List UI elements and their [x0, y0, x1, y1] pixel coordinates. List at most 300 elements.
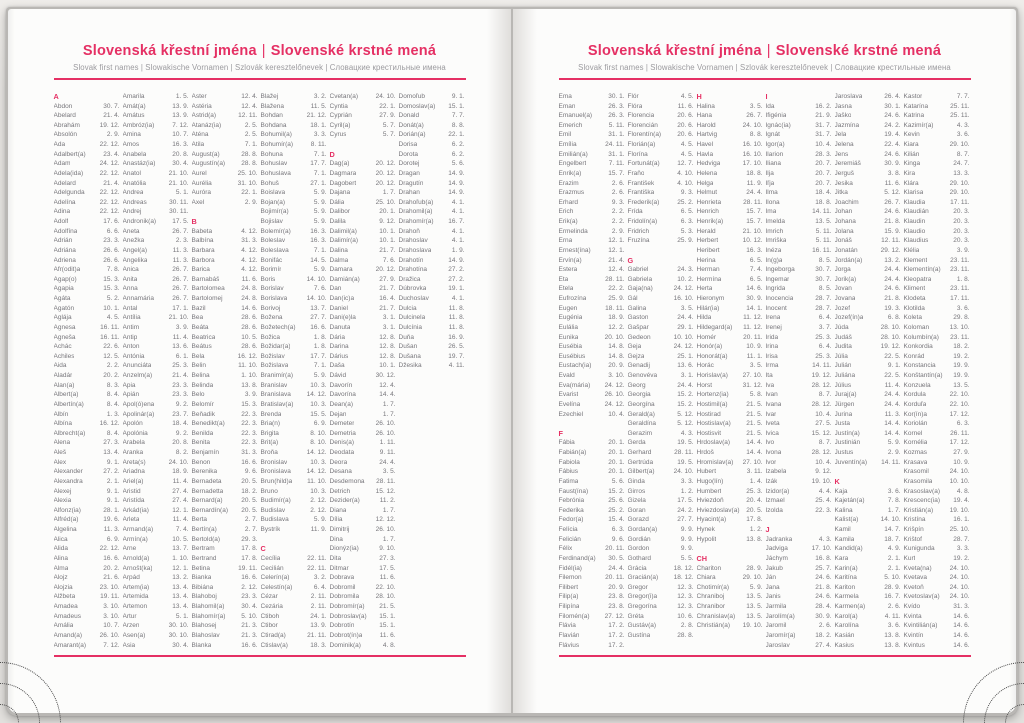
name-entry — [399, 197, 465, 207]
first-name: Imrich — [765, 227, 784, 235]
name-entry — [399, 274, 465, 284]
name-day-date: 3. 7. — [818, 323, 832, 331]
name-day-date: 3. 5. — [382, 468, 396, 476]
name-day-date: 12. 2. — [608, 323, 625, 331]
name-day-date: 21. 10. — [168, 179, 189, 187]
name-entry — [399, 361, 465, 371]
first-name: Aneta — [122, 227, 140, 235]
name-day-date: 2. 12. — [241, 583, 258, 591]
first-name: Kiara — [903, 141, 919, 149]
name-entry — [54, 448, 120, 458]
name-entry — [123, 149, 189, 159]
first-name: Arnold(a) — [122, 554, 150, 562]
first-name: Anton — [122, 343, 140, 351]
first-name: Jaroslava — [834, 92, 863, 100]
name-day-date: 1. 2. — [749, 526, 763, 534]
name-day-date: 31. 12. — [742, 381, 763, 389]
name-day-date: 21. 8. — [884, 218, 901, 226]
first-name: Božislav — [260, 352, 285, 360]
name-day-date: 18. 12. — [673, 574, 694, 582]
section-letter-text: H — [696, 91, 702, 101]
name-entry — [54, 467, 120, 477]
first-name: Kamila — [834, 535, 855, 543]
first-name: Aida — [53, 362, 67, 370]
name-entry — [330, 159, 396, 169]
name-entry — [559, 303, 625, 313]
name-day-date: 30. 12. — [375, 372, 396, 380]
first-name: Grácia — [627, 564, 647, 572]
first-name: Emil — [558, 131, 572, 139]
first-name: Flávia — [558, 622, 576, 630]
name-entry — [628, 592, 694, 602]
first-name: Heribert — [696, 246, 720, 254]
first-name: Demeter — [329, 420, 355, 428]
name-day-date: 2. 9. — [611, 227, 625, 235]
name-day-date: 19. 12. — [99, 121, 120, 129]
name-entry — [261, 178, 327, 188]
name-entry — [123, 631, 189, 641]
name-day-date: 1. 3. — [106, 410, 120, 418]
name-entry — [904, 419, 970, 429]
name-entry — [835, 303, 901, 313]
name-day-date: 7. 11. — [608, 160, 625, 168]
first-name: Antip — [122, 333, 138, 341]
name-day-date: 21. 4. — [103, 179, 120, 187]
first-name: Dobromila — [329, 593, 360, 601]
name-entry — [261, 226, 327, 236]
name-entry — [835, 120, 901, 130]
name-entry — [835, 582, 901, 592]
name-day-date: 28. 11. — [376, 477, 396, 485]
name-day-date: 9. 2. — [175, 400, 189, 408]
name-day-date: 2. 2. — [106, 362, 120, 370]
name-entry — [192, 563, 258, 573]
name-entry — [123, 544, 189, 554]
first-name: Blanka — [191, 641, 212, 649]
first-name: Ilarion — [765, 150, 784, 158]
name-entry — [399, 140, 465, 150]
name-entry — [261, 323, 327, 333]
name-day-date: 8. 4. — [106, 400, 120, 408]
name-entry — [766, 226, 832, 236]
name-entry — [261, 457, 327, 467]
first-name: Diana — [329, 506, 347, 514]
first-name: Gaston — [627, 314, 649, 322]
name-entry — [123, 130, 189, 140]
name-day-date: 5. 6. — [451, 160, 465, 168]
name-day-date: 4. 12. — [241, 266, 258, 274]
name-entry — [835, 169, 901, 179]
name-day-date: 24. 12. — [604, 400, 625, 408]
name-entry — [54, 428, 120, 438]
first-name: Ida — [765, 102, 775, 110]
name-entry — [123, 274, 189, 284]
section-letter-text: B — [191, 217, 197, 227]
first-name: Izidor(a) — [765, 487, 790, 495]
name-entry — [628, 120, 694, 130]
name-day-date: 22. 10. — [949, 391, 970, 399]
name-day-date: 20. 6. — [677, 121, 694, 129]
name-entry — [904, 294, 970, 304]
first-name: Beátus — [191, 343, 212, 351]
first-name: Budimír(a) — [260, 497, 291, 505]
name-entry — [54, 554, 120, 564]
name-entry — [766, 582, 832, 592]
section-letter — [697, 554, 763, 564]
name-day-date: 26. 4. — [884, 92, 901, 100]
name-entry — [835, 371, 901, 381]
name-entry — [559, 246, 625, 256]
name-entry — [123, 265, 189, 275]
name-day-date: 15. 3. — [241, 400, 258, 408]
name-day-date: 4. 1. — [451, 227, 465, 235]
name-entry — [123, 140, 189, 150]
name-day-date: 12. 7. — [677, 160, 694, 168]
name-entry — [628, 361, 694, 371]
first-name: Anica — [122, 266, 139, 274]
first-name: Detrich — [329, 487, 351, 495]
name-day-date: 24. 10. — [949, 564, 970, 572]
first-name: Adolfína — [53, 227, 78, 235]
name-day-date: 3. 3. — [956, 545, 970, 553]
name-day-date: 24. 6. — [815, 574, 832, 582]
name-entry — [835, 140, 901, 150]
name-entry — [835, 573, 901, 583]
name-day-date: 23. 4. — [103, 150, 120, 158]
name-day-date: 22. 10. — [375, 583, 396, 591]
name-day-date: 7. 7. — [451, 112, 465, 120]
name-entry — [330, 428, 396, 438]
name-day-date: 17. 6. — [103, 218, 120, 226]
name-day-date: 19. 11. — [238, 564, 258, 572]
section-letter — [628, 255, 694, 265]
name-day-date: 19. 12. — [811, 372, 832, 380]
name-entry — [766, 178, 832, 188]
name-entry — [904, 467, 970, 477]
name-day-date: 26. 3. — [608, 102, 625, 110]
name-day-date: 6. 9. — [313, 420, 327, 428]
name-entry — [628, 323, 694, 333]
first-name: Henrik(a) — [696, 218, 724, 226]
name-day-date: 27. 7. — [677, 516, 694, 524]
first-name: Bohumír(a) — [260, 141, 294, 149]
name-day-date: 20. 2. — [103, 564, 120, 572]
first-name: Júda — [834, 323, 849, 331]
first-name: Karolína — [834, 622, 859, 630]
name-entry — [766, 159, 832, 169]
name-day-date: 24. 6. — [884, 285, 901, 293]
name-entry — [192, 505, 258, 515]
name-entry — [192, 611, 258, 621]
name-entry — [123, 496, 189, 506]
name-entry — [835, 265, 901, 275]
name-entry — [192, 294, 258, 304]
first-name: Fatima — [558, 477, 579, 485]
first-name: Herald — [696, 227, 716, 235]
name-day-date: 30. 5. — [608, 554, 625, 562]
name-day-date: 22. 3. — [241, 429, 258, 437]
name-column — [697, 92, 763, 650]
name-entry — [54, 159, 120, 169]
name-entry — [261, 525, 327, 535]
name-day-date: 22. 11. — [307, 554, 327, 562]
first-name: Izmael — [765, 497, 785, 505]
name-entry — [904, 534, 970, 544]
name-day-date: 1. 10. — [172, 554, 189, 562]
name-entry — [123, 467, 189, 477]
name-day-date: 3. 10. — [103, 603, 120, 611]
name-day-date: 29. 3. — [241, 535, 258, 543]
name-day-date: 19. 10. — [742, 622, 763, 630]
name-entry — [559, 101, 625, 111]
name-entry — [330, 274, 396, 284]
first-name: Hedviga — [696, 160, 721, 168]
name-day-date: 5. 2. — [106, 295, 120, 303]
name-day-date: 10. 1. — [379, 362, 396, 370]
first-name: Faust(ína) — [558, 487, 589, 495]
name-day-date: 24. 11. — [605, 141, 625, 149]
name-day-date: 24. 6. — [884, 112, 901, 120]
first-name: Brenda — [260, 410, 282, 418]
first-name: Algelina — [53, 526, 77, 534]
first-name: Dobroslav(a) — [329, 612, 367, 620]
name-day-date: 9. 1. — [106, 458, 120, 466]
name-day-date: 13. 5. — [746, 593, 763, 601]
name-entry — [904, 226, 970, 236]
name-entry — [261, 592, 327, 602]
first-name: Adina — [53, 208, 71, 216]
first-name: Benilda — [191, 429, 214, 437]
name-entry — [835, 486, 901, 496]
name-day-date: 20. 5. — [241, 477, 258, 485]
name-day-date: 7. 12. — [103, 641, 120, 649]
first-name: Jelena — [834, 141, 854, 149]
name-day-date: 13. 6. — [677, 362, 694, 370]
first-name: Cyrus — [329, 131, 347, 139]
first-name: Kaja — [834, 487, 848, 495]
name-entry — [559, 505, 625, 515]
name-day-date: 26. 7. — [172, 227, 189, 235]
name-day-date: 16. 7. — [884, 593, 901, 601]
name-entry — [261, 621, 327, 631]
name-entry — [330, 515, 396, 525]
name-entry — [835, 448, 901, 458]
first-name: Dorotej — [398, 160, 420, 168]
name-entry — [766, 544, 832, 554]
name-day-date: 1. 5. — [175, 92, 189, 100]
name-entry — [123, 573, 189, 583]
name-entry — [123, 457, 189, 467]
name-day-date: 25. 2. — [677, 198, 694, 206]
name-entry — [559, 380, 625, 390]
name-day-date: 24. 4. — [884, 400, 901, 408]
section-letter — [261, 544, 327, 554]
name-day-date: 30. 9. — [746, 295, 763, 303]
name-day-date: 26. 7. — [172, 266, 189, 274]
name-entry — [54, 255, 120, 265]
name-entry — [330, 255, 396, 265]
first-name: Hviezdoň — [696, 497, 724, 505]
name-day-date: 20. 1. — [608, 458, 625, 466]
name-day-date: 28. 10. — [880, 323, 901, 331]
first-name: Kvído — [903, 603, 921, 611]
name-entry — [559, 217, 625, 227]
name-entry — [192, 640, 258, 650]
first-name: Jorga — [834, 266, 851, 274]
name-day-date: 20. 5. — [746, 506, 763, 514]
name-entry — [192, 361, 258, 371]
first-name: Alojz — [53, 574, 68, 582]
first-name: Donát(a) — [398, 121, 424, 129]
name-entry — [261, 611, 327, 621]
name-entry — [192, 380, 258, 390]
name-day-date: 11. 3. — [172, 256, 189, 264]
name-entry — [330, 92, 396, 102]
first-name: Juliána — [834, 372, 856, 380]
first-name: Dejan — [329, 410, 347, 418]
first-name: František — [627, 179, 655, 187]
name-day-date: 7. 7. — [956, 92, 970, 100]
name-entry — [192, 467, 258, 477]
first-name: Branimír(a) — [260, 372, 294, 380]
name-entry — [559, 92, 625, 102]
first-name: Dragan — [398, 169, 420, 177]
name-day-date: 6. 5. — [749, 275, 763, 283]
name-entry — [559, 255, 625, 265]
first-name: Gordián — [627, 535, 651, 543]
first-name: Jozef — [834, 304, 851, 312]
name-entry — [54, 236, 120, 246]
first-name: Gregor — [627, 583, 648, 591]
name-day-date: 1. 8. — [313, 343, 327, 351]
name-entry — [192, 351, 258, 361]
first-name: Jeremiáš — [834, 160, 861, 168]
first-name: Konzuela — [903, 381, 931, 389]
first-name: Ján — [765, 574, 776, 582]
first-name: Ivo — [765, 439, 775, 447]
name-entry — [330, 534, 396, 544]
name-day-date: 22. 12. — [99, 208, 120, 216]
names-grid — [54, 92, 466, 650]
first-name: Bartolomej — [191, 295, 223, 303]
first-name: Aristída — [122, 497, 145, 505]
first-name: Ivan — [765, 391, 778, 399]
name-entry — [697, 284, 763, 294]
name-entry — [904, 554, 970, 564]
first-name: Asia — [122, 641, 136, 649]
name-entry — [261, 573, 327, 583]
first-name: Kvetava — [903, 574, 927, 582]
first-name: Herbert — [696, 237, 719, 245]
name-entry — [261, 313, 327, 323]
name-day-date: 17. 2. — [608, 622, 625, 630]
name-day-date: 15. 4. — [608, 516, 625, 524]
name-day-date: 17. 8. — [241, 554, 258, 562]
name-day-date: 17. 5. — [677, 497, 694, 505]
name-day-date: 20. 3. — [953, 237, 970, 245]
name-day-date: 3. 2. — [313, 92, 327, 100]
first-name: Félix — [558, 545, 573, 553]
first-name: Jáchym — [765, 554, 788, 562]
name-day-date: 10. 9. — [746, 343, 763, 351]
first-name: Kveta(na) — [903, 564, 932, 572]
name-day-date: 19. 4. — [884, 131, 901, 139]
name-day-date: 18. 12. — [673, 564, 694, 572]
name-entry — [835, 188, 901, 198]
name-day-date: 20. 2. — [103, 372, 120, 380]
name-day-date: 18. 9. — [172, 468, 189, 476]
title-slovak: Slovenské krstné mená — [270, 43, 437, 59]
name-entry — [559, 525, 625, 535]
name-entry — [904, 188, 970, 198]
name-entry — [628, 457, 694, 467]
name-day-date: 15. 1. — [379, 622, 396, 630]
first-name: Kvetoslav(a) — [903, 593, 940, 601]
first-name: Ingrida — [765, 285, 786, 293]
first-name: Gréta — [627, 612, 644, 620]
first-name: Ifigénia — [765, 112, 787, 120]
name-entry — [192, 197, 258, 207]
name-day-date: 11. 4. — [172, 333, 189, 341]
name-entry — [697, 438, 763, 448]
name-entry — [904, 409, 970, 419]
name-day-date: 16. 10. — [673, 295, 694, 303]
name-day-date: 14. 12. — [306, 449, 327, 457]
first-name: Drahotína — [398, 266, 428, 274]
name-entry — [54, 274, 120, 284]
name-entry — [904, 631, 970, 641]
first-name: Fábia — [558, 439, 575, 447]
name-day-date: 9. 3. — [680, 189, 694, 197]
name-day-date: 20. 7. — [815, 179, 832, 187]
name-entry — [399, 159, 465, 169]
name-entry — [904, 140, 970, 150]
first-name: Albrecht(a) — [53, 429, 86, 437]
first-name: Alojzia — [53, 583, 73, 591]
name-day-date: 4. 5. — [106, 314, 120, 322]
first-name: Janis — [765, 593, 781, 601]
first-name: Jürgen — [834, 400, 855, 408]
name-entry — [835, 438, 901, 448]
name-entry — [399, 169, 465, 179]
first-name: Emília — [558, 141, 577, 149]
first-name: Dragutín — [398, 179, 424, 187]
name-day-date: 14. 8. — [608, 343, 625, 351]
name-day-date: 8. 4. — [106, 391, 120, 399]
name-day-date: 10. 3. — [310, 458, 327, 466]
name-entry — [261, 496, 327, 506]
name-entry — [261, 101, 327, 111]
name-entry — [697, 188, 763, 198]
name-day-date: 24. 4. — [608, 564, 625, 572]
name-day-date: 5. 10. — [241, 612, 258, 620]
first-name: Igor(a) — [765, 141, 785, 149]
name-entry — [330, 582, 396, 592]
first-name: Achác — [53, 343, 72, 351]
name-entry — [399, 120, 465, 130]
first-name: Kristína — [903, 516, 926, 524]
first-name: Dani(e)la — [329, 314, 356, 322]
first-name: Beáta — [191, 323, 209, 331]
first-name: Chariton — [696, 564, 722, 572]
name-day-date: 20. 12. — [375, 266, 396, 274]
name-day-date: 25. 4. — [815, 497, 832, 505]
name-entry — [766, 188, 832, 198]
name-day-date: 14. 11. — [812, 208, 832, 216]
first-name: Ignát — [765, 131, 780, 139]
name-day-date: 24. 10. — [742, 121, 763, 129]
name-day-date: 24. 10. — [949, 593, 970, 601]
